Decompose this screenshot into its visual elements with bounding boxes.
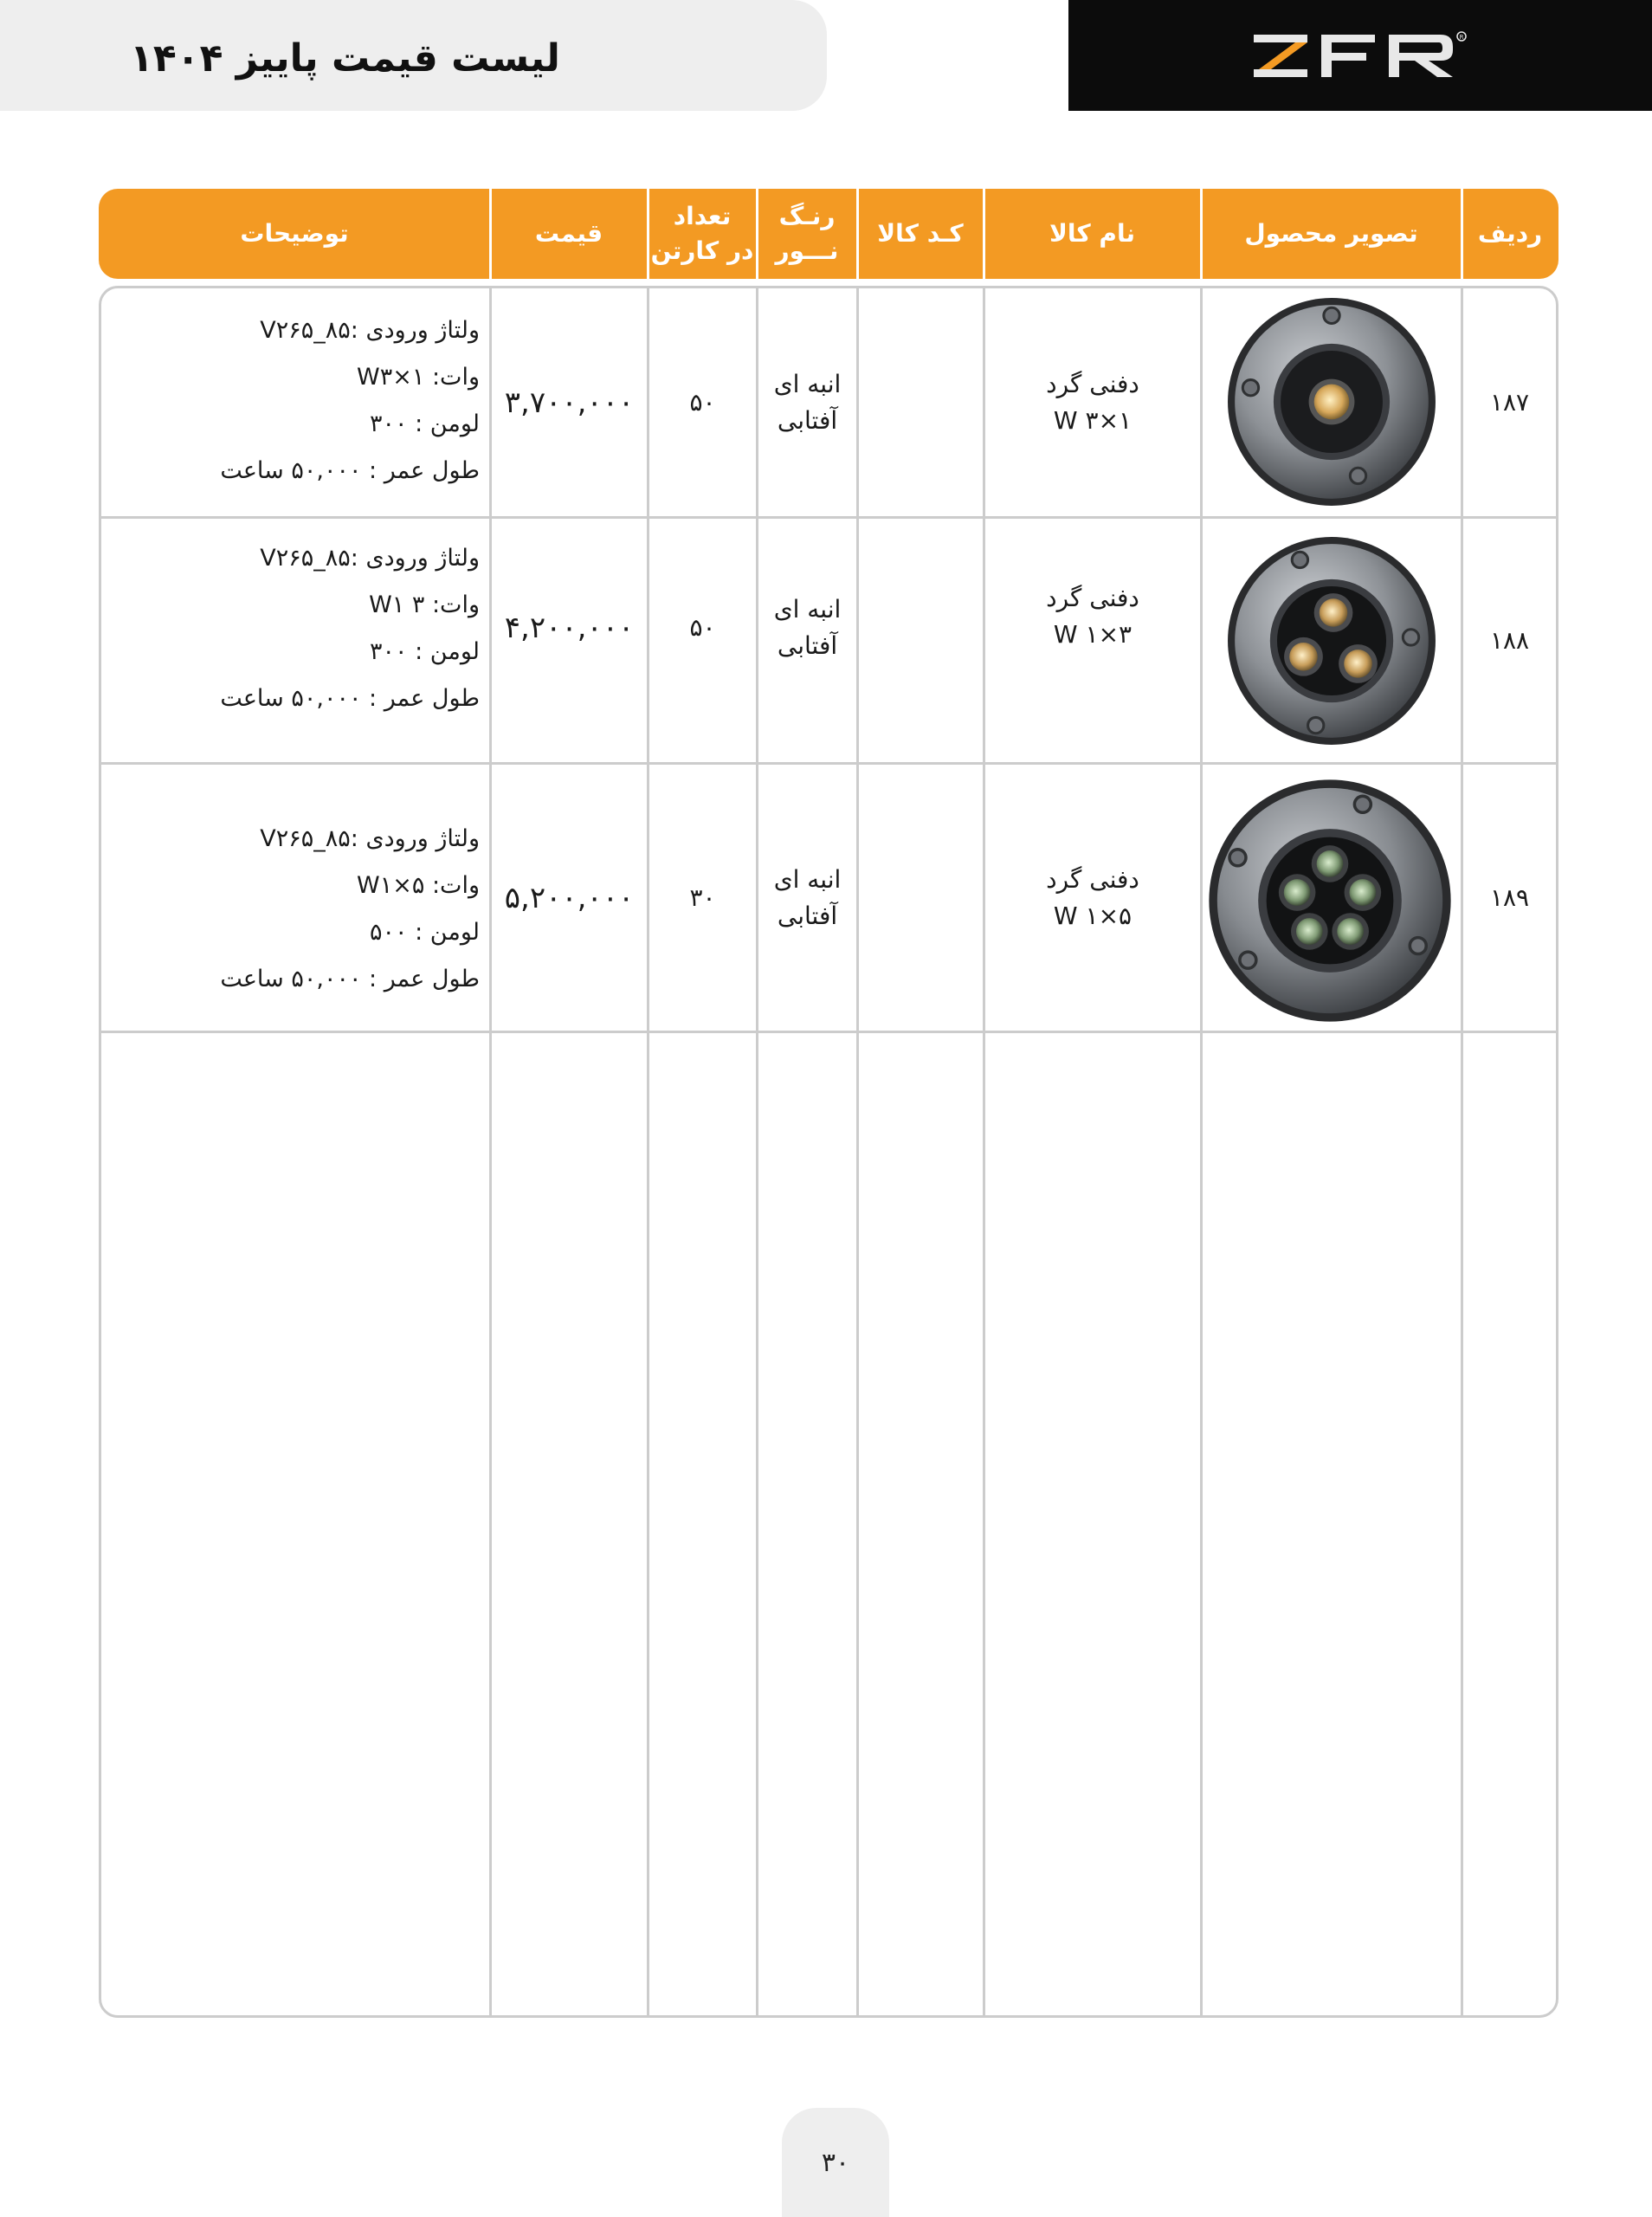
row-number: ۱۸۹	[1489, 882, 1530, 912]
header-divider	[856, 189, 859, 279]
carton-qty: ۵۰	[689, 613, 716, 642]
header-divider	[756, 189, 758, 279]
product-name: دفنی گرد ۵×۱ W	[1046, 864, 1139, 930]
product-code	[859, 288, 983, 516]
price: ۵,۲۰۰,۰۰۰	[504, 880, 635, 915]
page-title: لیست قیمت پاییز ۱۴۰۴	[130, 36, 560, 81]
lifetime: طول عمر : ۵۰,۰۰۰ ساعت	[220, 457, 480, 484]
header-divider	[1200, 189, 1203, 279]
header-product-image: تصویر محصول	[1244, 219, 1418, 248]
header-product-code: کـد کالا	[877, 219, 964, 248]
product-code	[859, 519, 983, 762]
price: ۴,۲۰۰,۰۰۰	[504, 611, 635, 645]
input-voltage: ولتاژ ورودی :V۲۶۵_۸۵	[260, 825, 480, 852]
lifetime: طول عمر : ۵۰,۰۰۰ ساعت	[220, 685, 480, 712]
round-inground-light-3-led-icon	[1226, 535, 1437, 750]
row-number: ۱۸۷	[1489, 387, 1530, 417]
zfr-logo-icon	[1252, 29, 1468, 81]
header-divider	[489, 189, 492, 279]
product-description	[113, 307, 480, 494]
header-divider	[647, 189, 649, 279]
product-code	[859, 765, 983, 1031]
lumen: لومن : ۵۰۰	[370, 919, 480, 946]
price: ۳,۷۰۰,۰۰۰	[504, 385, 635, 420]
carton-qty: ۵۰	[689, 387, 716, 417]
header-carton-qty: تعداد در کارتن	[650, 202, 754, 265]
product-name: دفنی گرد ۱×۳ W	[1046, 369, 1139, 435]
lumen: لومن : ۳۰۰	[370, 638, 480, 665]
input-voltage: ولتاژ ورودی :V۲۶۵_۸۵	[260, 545, 480, 572]
row-number: ۱۸۸	[1489, 625, 1530, 655]
carton-qty: ۳۰	[689, 882, 716, 912]
header-divider	[983, 189, 985, 279]
product-description	[113, 816, 480, 1003]
product-description	[113, 535, 480, 722]
row-divider	[101, 1031, 1556, 1033]
light-color: انبه ای آفتابی	[773, 369, 842, 435]
header-divider	[1461, 189, 1463, 279]
round-inground-light-1-led-icon	[1226, 296, 1437, 511]
round-inground-light-5-led-icon	[1207, 778, 1453, 1027]
column-divider	[1200, 288, 1203, 2015]
header-price: قیمت	[534, 219, 603, 248]
wattage: وات: W۱×۵	[357, 872, 480, 899]
product-name: دفنی گرد ۳×۱ W	[1046, 583, 1139, 649]
wattage: وات: W۳×۱	[357, 364, 480, 391]
wattage: وات: W۱ ۳	[369, 591, 480, 618]
input-voltage: ولتاژ ورودی :V۲۶۵_۸۵	[260, 317, 480, 344]
header-row-number: ردیف	[1477, 219, 1543, 248]
header-light-color: رنـگ نـــور	[775, 202, 839, 265]
brand-logo	[1068, 0, 1652, 111]
header-description: توضیحات	[240, 219, 349, 248]
page-number: ۳۰	[782, 2108, 889, 2217]
lifetime: طول عمر : ۵۰,۰۰۰ ساعت	[220, 966, 480, 992]
light-color: انبه ای آفتابی	[773, 595, 842, 660]
svg-text:R: R	[1459, 34, 1464, 41]
header-product-name: نام کالا	[1049, 219, 1135, 248]
light-color: انبه ای آفتابی	[773, 864, 842, 930]
lumen: لومن : ۳۰۰	[370, 410, 480, 437]
